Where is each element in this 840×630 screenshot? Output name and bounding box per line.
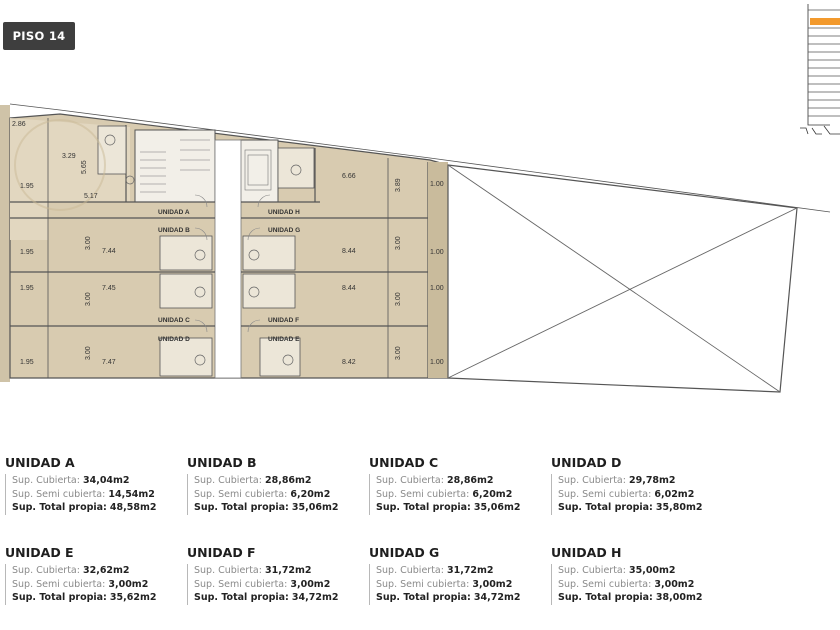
roof-terrace bbox=[448, 165, 797, 392]
unit-name: UNIDAD E bbox=[5, 545, 74, 560]
unit-specs bbox=[5, 564, 180, 605]
semi-label: Sup. Semi cubierta: bbox=[194, 578, 288, 590]
unit-name: UNIDAD C bbox=[369, 455, 439, 470]
semi-label: Sup. Semi cubierta: bbox=[12, 488, 106, 500]
total-value: 38,00m2 bbox=[655, 592, 703, 603]
plan-label-unit-g: UNIDAD G bbox=[268, 227, 301, 234]
unit-name: UNIDAD A bbox=[5, 455, 75, 470]
semi-value: 6,02m2 bbox=[654, 488, 695, 500]
dim-3-89: 3.89 bbox=[395, 178, 402, 192]
dim-3-00-b: 3.00 bbox=[85, 292, 92, 306]
cubierta-value: 35,00m2 bbox=[628, 565, 676, 576]
total-label: Sup. Total propia: bbox=[12, 592, 107, 603]
unit-specs bbox=[551, 564, 726, 605]
total-value: 34,72m2 bbox=[473, 592, 521, 603]
cubierta-value: 28,86m2 bbox=[446, 475, 494, 486]
cubierta-label: Sup. Cubierta: bbox=[12, 475, 80, 486]
cubierta-value: 29,78m2 bbox=[628, 475, 676, 486]
dim-3-00-e: 3.00 bbox=[395, 292, 402, 306]
dim-5-17: 5.17 bbox=[84, 193, 98, 200]
unit-h-card bbox=[546, 545, 726, 605]
elevator-core bbox=[240, 140, 278, 202]
cubierta-label: Sup. Cubierta: bbox=[376, 475, 444, 486]
unit-specs bbox=[551, 474, 726, 515]
dim-3-00-a: 3.00 bbox=[85, 236, 92, 250]
semi-value: 3,00m2 bbox=[290, 578, 331, 590]
unit-name: UNIDAD F bbox=[187, 545, 256, 560]
unit-d-card bbox=[546, 455, 726, 515]
dim-7-44: 7.44 bbox=[102, 248, 116, 255]
unit-specs bbox=[369, 564, 544, 605]
total-value: 34,72m2 bbox=[291, 592, 339, 603]
dim-7-47: 7.47 bbox=[102, 359, 116, 366]
dim-7-45: 7.45 bbox=[102, 285, 116, 292]
semi-label: Sup. Semi cubierta: bbox=[376, 578, 470, 590]
semi-label: Sup. Semi cubierta: bbox=[194, 488, 288, 500]
total-value: 35,80m2 bbox=[655, 502, 703, 513]
dim-3-00-d: 3.00 bbox=[395, 236, 402, 250]
total-label: Sup. Total propia: bbox=[376, 592, 471, 603]
total-label: Sup. Total propia: bbox=[558, 592, 653, 603]
dim-1-95-c: 1.95 bbox=[20, 285, 34, 292]
plan-label-unit-d: UNIDAD D bbox=[158, 336, 190, 343]
unit-c-card bbox=[364, 455, 544, 515]
plan-label-unit-a: UNIDAD A bbox=[158, 209, 190, 216]
plan-label-unit-c: UNIDAD C bbox=[158, 317, 190, 324]
unit-g-card bbox=[364, 545, 544, 605]
total-value: 35,62m2 bbox=[109, 592, 157, 603]
dim-1-00-c: 1.00 bbox=[430, 285, 444, 292]
semi-label: Sup. Semi cubierta: bbox=[12, 578, 106, 590]
plan-label-unit-e: UNIDAD E bbox=[268, 336, 300, 343]
unit-specs bbox=[187, 474, 362, 515]
cubierta-label: Sup. Cubierta: bbox=[558, 475, 626, 486]
unit-a-card bbox=[0, 455, 180, 515]
dim-8-44-a: 8.44 bbox=[342, 248, 356, 255]
dim-8-44-b: 8.44 bbox=[342, 285, 356, 292]
semi-value: 6,20m2 bbox=[472, 488, 513, 500]
dim-6-66: 6.66 bbox=[342, 173, 356, 180]
semi-label: Sup. Semi cubierta: bbox=[376, 488, 470, 500]
unit-name: UNIDAD D bbox=[551, 455, 622, 470]
total-label: Sup. Total propia: bbox=[376, 502, 471, 513]
unit-b-card bbox=[182, 455, 362, 515]
total-value: 48,58m2 bbox=[109, 502, 157, 513]
dim-1-95-b: 1.95 bbox=[20, 249, 34, 256]
unit-name: UNIDAD H bbox=[551, 545, 622, 560]
floor-label-badge: PISO 14 bbox=[3, 22, 75, 50]
dim-1-00-a: 1.00 bbox=[430, 181, 444, 188]
semi-value: 3,00m2 bbox=[108, 578, 149, 590]
semi-value: 3,00m2 bbox=[654, 578, 695, 590]
cubierta-label: Sup. Cubierta: bbox=[558, 565, 626, 576]
total-label: Sup. Total propia: bbox=[194, 502, 289, 513]
dim-5-65: 5.65 bbox=[81, 160, 88, 174]
dim-1-00-b: 1.00 bbox=[430, 249, 444, 256]
plan-label-unit-b: UNIDAD B bbox=[158, 227, 190, 234]
total-value: 35,06m2 bbox=[291, 502, 339, 513]
cubierta-value: 31,72m2 bbox=[446, 565, 494, 576]
plan-label-unit-f: UNIDAD F bbox=[268, 317, 300, 324]
semi-value: 6,20m2 bbox=[290, 488, 331, 500]
plan-label-unit-h: UNIDAD H bbox=[268, 209, 300, 216]
semi-value: 14,54m2 bbox=[108, 488, 155, 500]
semi-value: 3,00m2 bbox=[472, 578, 513, 590]
dim-3-00-f: 3.00 bbox=[395, 346, 402, 360]
dim-1-95-a: 1.95 bbox=[20, 183, 34, 190]
dim-3-29: 3.29 bbox=[62, 153, 76, 160]
total-value: 35,06m2 bbox=[473, 502, 521, 513]
dim-1-00-d: 1.00 bbox=[430, 359, 444, 366]
unit-f-card bbox=[182, 545, 362, 605]
cubierta-label: Sup. Cubierta: bbox=[194, 475, 262, 486]
unit-specs bbox=[5, 474, 180, 515]
dim-8-42: 8.42 bbox=[342, 359, 356, 366]
dim-1-95-d: 1.95 bbox=[20, 359, 34, 366]
unit-specs bbox=[187, 564, 362, 605]
cubierta-label: Sup. Cubierta: bbox=[376, 565, 444, 576]
central-corridor bbox=[215, 140, 241, 378]
highlighted-floor-marker bbox=[810, 18, 840, 25]
dim-2-86: 2.86 bbox=[12, 121, 26, 128]
unit-specs bbox=[369, 474, 544, 515]
balcony-strips bbox=[428, 162, 448, 378]
unit-surface-table bbox=[0, 455, 840, 630]
semi-label: Sup. Semi cubierta: bbox=[558, 578, 652, 590]
cubierta-label: Sup. Cubierta: bbox=[12, 565, 80, 576]
total-label: Sup. Total propia: bbox=[558, 502, 653, 513]
unit-name: UNIDAD B bbox=[187, 455, 257, 470]
total-label: Sup. Total propia: bbox=[194, 592, 289, 603]
cubierta-value: 34,04m2 bbox=[82, 475, 130, 486]
cubierta-value: 31,72m2 bbox=[264, 565, 312, 576]
total-label: Sup. Total propia: bbox=[12, 502, 107, 513]
plan-shadow-band bbox=[0, 105, 10, 382]
unit-e-card bbox=[0, 545, 180, 605]
dim-3-00-c: 3.00 bbox=[85, 346, 92, 360]
unit-name: UNIDAD G bbox=[369, 545, 440, 560]
cubierta-value: 28,86m2 bbox=[264, 475, 312, 486]
cubierta-value: 32,62m2 bbox=[82, 565, 130, 576]
cubierta-label: Sup. Cubierta: bbox=[194, 565, 262, 576]
building-elevation-thumbnail bbox=[800, 4, 840, 134]
stair-core bbox=[135, 130, 215, 202]
semi-label: Sup. Semi cubierta: bbox=[558, 488, 652, 500]
